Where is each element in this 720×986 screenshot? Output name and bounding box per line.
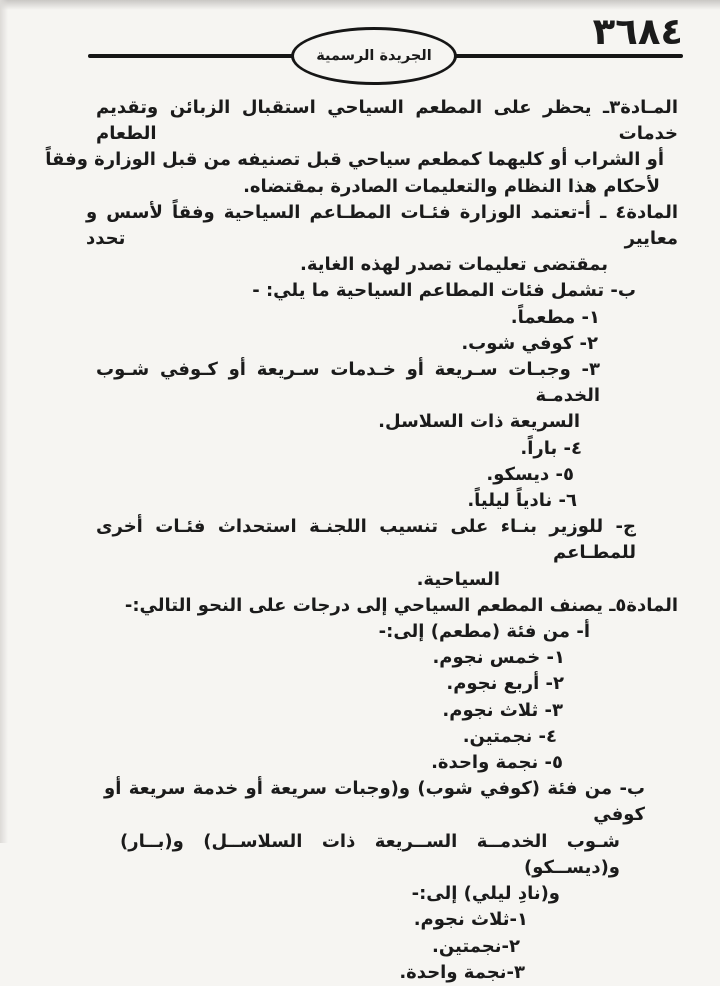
rating-b-item-2: ٢-نجمتين. <box>431 935 520 957</box>
article-3-line-1: المـادة٣ـ يحظر على المطعم السياحي استقبال الزبائن وتقديم خدمات الطعام <box>96 97 678 145</box>
category-item-6: ٦- نادياً ليلياً. <box>467 490 577 512</box>
article-5-intro: المادة٥ـ يصنف المطعم السياحي إلى درجات على النحو التالي:- <box>124 594 678 616</box>
scan-top-shadow <box>0 0 720 10</box>
rating-item-5: ٥- نجمة واحدة. <box>431 752 563 774</box>
category-item-3: ٣- وجبـات سـريعة أو خـدمات سـريعة أو كـوفي شـوب الخدمـة <box>96 359 600 407</box>
article-text-block <box>0 95 720 986</box>
article-3-line-3: لأحكام هذا النظام والتعليمات الصادرة بمقتضاه. <box>243 175 660 197</box>
rating-b-item-1: ١-ثلاث نجوم. <box>413 909 528 931</box>
category-item-5: ٥- ديسكو. <box>486 463 574 485</box>
article-5-clause-b: ب- من فئة (كوفي شوب) و(وجبات سريعة أو خدمة سريعة أو كوفي <box>104 778 645 826</box>
article-3-line-2: أو الشراب أو كليهما كمطعم سياحي قبل تصنيفه من قبل الوزارة وفقاً <box>45 149 664 171</box>
category-item-4: ٤- باراً. <box>520 437 582 459</box>
rating-item-1: ١- خمس نجوم. <box>432 647 565 669</box>
category-item-3-cont: السريعة ذات السلاسل. <box>378 411 580 433</box>
gazette-title: الجريدة الرسمية <box>316 48 432 64</box>
article-5-clause-a: أ- من فئة (مطعم) إلى:- <box>378 621 590 643</box>
gazette-title-badge <box>291 27 457 85</box>
article-4-clause-b: ب- تشمل فئات المطاعم السياحية ما يلي: - <box>252 280 636 302</box>
article-4-clause-c: ج- للوزير بنـاء على تنسيب اللجنـة استحداث فئـات أخرى للمطـاعم <box>96 516 636 564</box>
article-4-clause-a: المادة٤ ـ أ-تعتمد الوزارة فئـات المطـاعم السياحية وفقاً لأسس و معايير تحدد <box>86 201 678 250</box>
article-4-clause-c-cont: السياحية. <box>416 568 500 590</box>
category-item-2: ٢- كوفي شوب. <box>461 332 598 354</box>
rating-item-2: ٢- أربع نجوم. <box>446 673 564 695</box>
rating-b-item-3: ٣-نجمة واحدة. <box>399 961 525 983</box>
rating-item-3: ٣- ثلاث نجوم. <box>442 699 563 721</box>
article-5-clause-b-cont-2: و(نادِ ليلي) إلى:- <box>411 883 560 905</box>
rating-item-4: ٤- نجمتين. <box>462 725 557 747</box>
article-5-clause-b-cont-1: شـوب الخدمــة الســريعة ذات السلاســل) و(بــار) و(ديســكو) <box>120 830 620 878</box>
article-4-clause-a-cont: بمقتضى تعليمات تصدر لهذه الغاية. <box>300 254 608 276</box>
category-item-1: ١- مطعماً. <box>510 306 600 328</box>
page-number: ٣٦٨٤ <box>592 10 683 53</box>
